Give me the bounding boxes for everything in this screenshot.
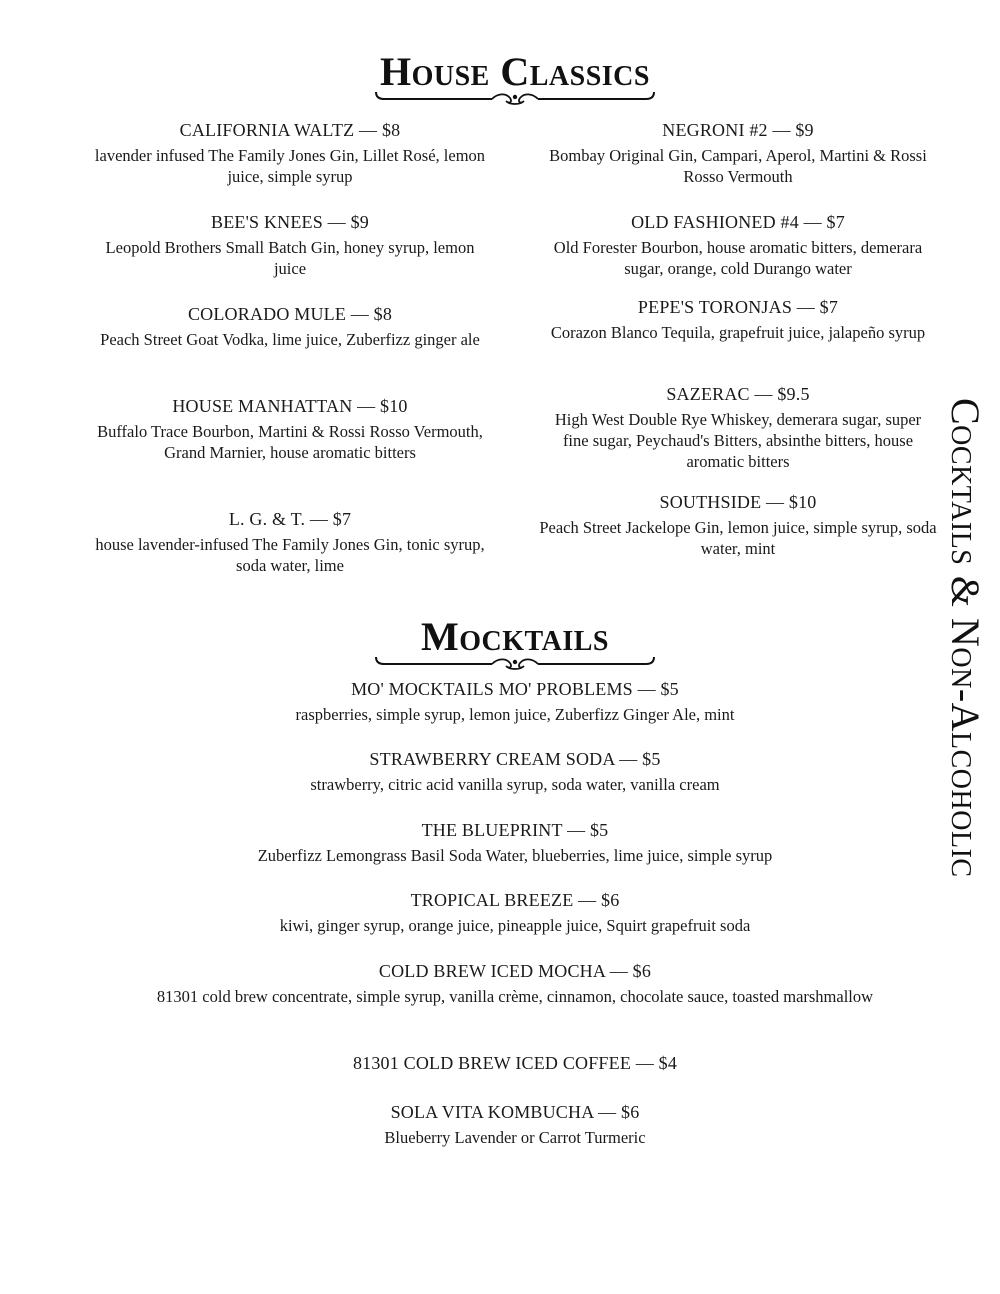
item-name: THE BLUEPRINT — $5 bbox=[421, 820, 609, 840]
item-description: strawberry, citric acid vanilla syrup, soda water, vanilla cream bbox=[310, 775, 720, 794]
item-description: Peach Street Jackelope Gin, lemon juice, simple syrup, soda water, mint bbox=[539, 518, 937, 558]
item-name: MO' MOCKTAILS MO' PROBLEMS — $5 bbox=[351, 679, 679, 699]
item-name: OLD FASHIONED #4 — $7 bbox=[631, 212, 845, 232]
menu-item bbox=[90, 119, 490, 187]
item-name: BEE'S KNEES — $9 bbox=[211, 212, 369, 232]
flourish-divider-icon bbox=[374, 655, 656, 671]
menu-item bbox=[95, 395, 485, 463]
item-name: NEGRONI #2 — $9 bbox=[662, 120, 814, 140]
item-description: raspberries, simple syrup, lemon juice, Zuberfizz Ginger Ale, mint bbox=[295, 705, 735, 724]
item-description: Corazon Blanco Tequila, grapefruit juice, jalapeño syrup bbox=[550, 323, 926, 342]
item-name: CALIFORNIA WALTZ — $8 bbox=[179, 120, 401, 140]
menu-item bbox=[538, 119, 938, 187]
flourish-divider-icon bbox=[374, 90, 656, 106]
item-name: HOUSE MANHATTAN — $10 bbox=[172, 396, 408, 416]
item-name: SOLA VITA KOMBUCHA — $6 bbox=[390, 1102, 640, 1122]
item-description: High West Double Rye Whiskey, demerara sugar, super fine sugar, Peychaud's Bitters, absinthe bitters, house aromatic bitters bbox=[554, 410, 922, 471]
item-description: kiwi, ginger syrup, orange juice, pineapple juice, Squirt grapefruit soda bbox=[279, 916, 751, 935]
item-description: Zuberfizz Lemongrass Basil Soda Water, blueberries, lime juice, simple syrup bbox=[257, 846, 773, 865]
item-name: TROPICAL BREEZE — $6 bbox=[410, 890, 620, 910]
item-name: STRAWBERRY CREAM SODA — $5 bbox=[369, 749, 661, 769]
mocktails-title: Mocktails bbox=[421, 614, 609, 659]
item-description: Leopold Brothers Small Batch Gin, honey syrup, lemon juice bbox=[105, 238, 475, 278]
menu-item bbox=[110, 960, 920, 1007]
item-description: Peach Street Goat Vodka, lime juice, Zuberfizz ginger ale bbox=[100, 330, 480, 349]
menu-item bbox=[90, 303, 490, 350]
item-name: SAZERAC — $9.5 bbox=[666, 384, 810, 404]
menu-item bbox=[110, 1052, 920, 1074]
item-description: Blueberry Lavender or Carrot Turmeric bbox=[384, 1128, 646, 1147]
menu-item bbox=[538, 211, 938, 279]
item-description: 81301 cold brew concentrate, simple syrup, vanilla crème, cinnamon, chocolate sauce, toasted marshmallow bbox=[156, 987, 874, 1006]
item-name: COLORADO MULE — $8 bbox=[187, 304, 393, 324]
menu-item bbox=[110, 819, 920, 866]
menu-item bbox=[110, 889, 920, 936]
menu-item bbox=[538, 296, 938, 343]
menu-item bbox=[90, 211, 490, 279]
item-description: Old Forester Bourbon, house aromatic bitters, demerara sugar, orange, cold Durango water bbox=[553, 238, 923, 278]
item-description: Buffalo Trace Bourbon, Martini & Rossi Rosso Vermouth, Grand Marnier, house aromatic bitters bbox=[97, 422, 483, 462]
menu-item bbox=[110, 678, 920, 725]
item-name: 81301 COLD BREW ICED COFFEE — $4 bbox=[352, 1053, 678, 1073]
item-name: COLD BREW ICED MOCHA — $6 bbox=[378, 961, 652, 981]
menu-item bbox=[548, 383, 928, 472]
menu-item bbox=[538, 491, 938, 559]
item-name: L. G. & T. — $7 bbox=[228, 509, 352, 529]
menu-item bbox=[110, 1101, 920, 1148]
item-description: Bombay Original Gin, Campari, Aperol, Martini & Rossi Rosso Vermouth bbox=[549, 146, 927, 186]
item-name: PEPE'S TORONJAS — $7 bbox=[637, 297, 839, 317]
item-description: lavender infused The Family Jones Gin, Lillet Rosé, lemon juice, simple syrup bbox=[94, 146, 486, 186]
side-title: Cocktails & Non-Alcoholic bbox=[943, 398, 988, 878]
house-classics-title: House Classics bbox=[380, 49, 650, 94]
item-name: SOUTHSIDE — $10 bbox=[659, 492, 817, 512]
menu-item bbox=[110, 748, 920, 795]
menu-item bbox=[90, 508, 490, 576]
item-description: house lavender-infused The Family Jones Gin, tonic syrup, soda water, lime bbox=[95, 535, 485, 575]
